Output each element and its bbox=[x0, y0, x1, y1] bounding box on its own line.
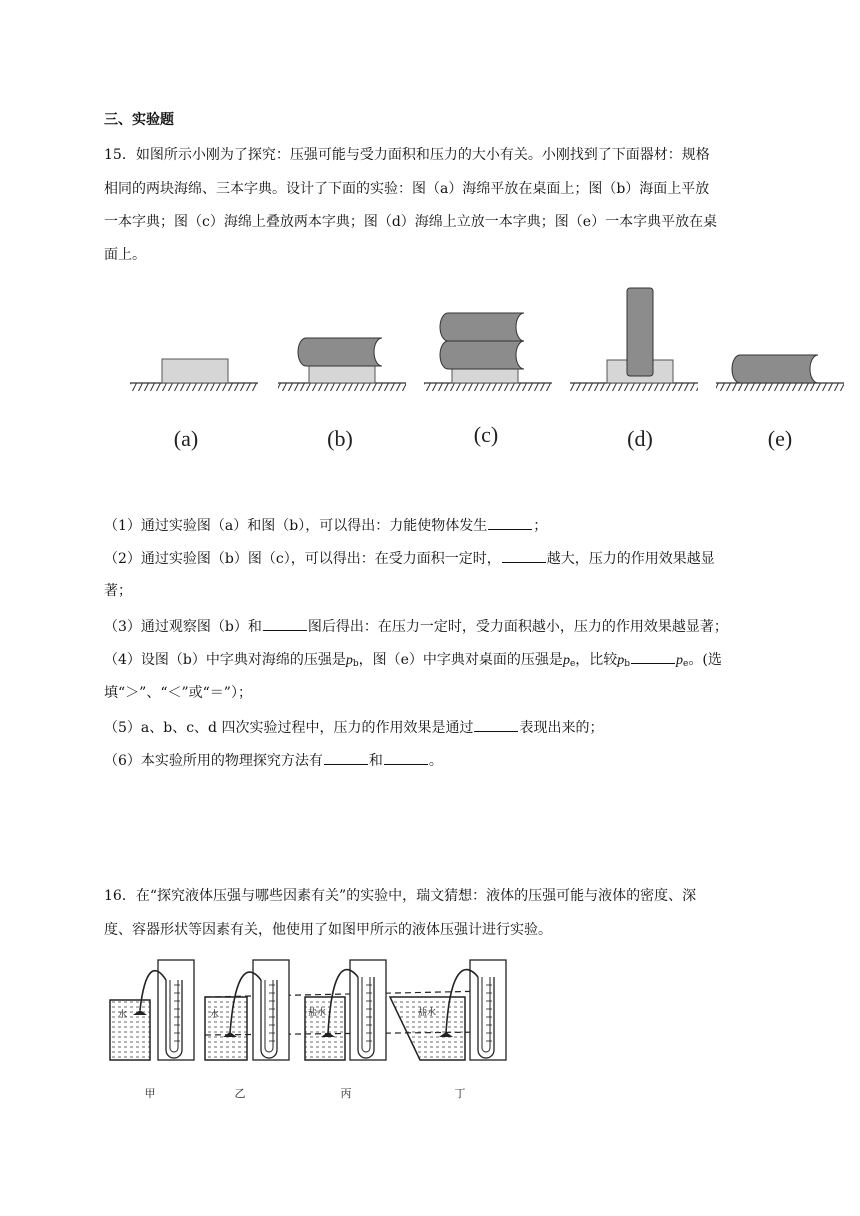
setup-bing bbox=[305, 960, 386, 1060]
dictionary-c-upper bbox=[440, 313, 524, 341]
q15-sub5: （5）a、b、c、d 四次实验过程中，压力的作用效果是通过 表现出来的； bbox=[104, 717, 603, 738]
q15-sub4-cont: 填“＞”、“＜”或“＝”）； bbox=[104, 685, 252, 701]
q15-text-line-2: 相同的两块海绵、三本字典。设计了下面的实验：图（a）海绵平放在桌面上；图（b）海面上平放 bbox=[104, 181, 710, 197]
setup-yi bbox=[205, 960, 289, 1060]
q15-text-line-4: 面上。 bbox=[104, 247, 146, 263]
dictionary-b bbox=[298, 338, 382, 366]
figure-caption-ding: 丁 bbox=[454, 1087, 466, 1100]
figure-a bbox=[130, 359, 258, 391]
q15-sub4: （4）设图（b）中字典对海绵的压强是$p_b$，图（e）中字典对桌面的压强是$p_e$，比较$p_b$ $p_e$。(选 bbox=[104, 649, 722, 674]
sponge-a bbox=[162, 359, 228, 383]
figure-d bbox=[570, 288, 698, 391]
q15-text-line-1: 15．如图所示小刚为了探究：压强可能与受力面积和压力的大小有关。小刚找到了下面器材：规格 bbox=[104, 147, 710, 163]
q16-text-line-2: 度、容器形状等因素有关，他使用了如图甲所示的液体压强计进行实验。 bbox=[104, 922, 552, 938]
liquid-label-bing: 盐水 bbox=[308, 1008, 327, 1018]
figure-caption-a: (a) bbox=[173, 426, 199, 451]
answer-blank[interactable] bbox=[474, 717, 518, 732]
container-ding bbox=[390, 997, 465, 1060]
answer-blank[interactable] bbox=[384, 750, 428, 765]
figure-caption-yi: 乙 bbox=[234, 1087, 246, 1100]
q15-sub6: （6）本实验所用的物理探究方法有 和 。 bbox=[104, 750, 443, 771]
setup-jia bbox=[110, 960, 194, 1060]
q15-sub2-cont: 著； bbox=[104, 583, 132, 599]
figure-caption-jia: 甲 bbox=[144, 1087, 156, 1100]
q16-figure bbox=[100, 955, 520, 1105]
manometer-board-jia bbox=[158, 960, 194, 1060]
figure-caption-c: (c) bbox=[473, 422, 499, 447]
setup-ding bbox=[390, 960, 506, 1060]
q15-text-line-3: 一本字典；图（c）海绵上叠放两本字典；图（d）海绵上立放一本字典；图（e）一本字典平放在桌 bbox=[104, 214, 718, 230]
sponge-c bbox=[452, 369, 518, 383]
q15-sub2: （2）通过实验图（b）图（c），可以得出：在受力面积一定时， 越大，压力的作用效果越显 bbox=[104, 548, 715, 569]
answer-blank[interactable] bbox=[488, 515, 532, 530]
liquid-label-jia: 水 bbox=[118, 1010, 128, 1020]
manometer-board-yi bbox=[253, 960, 289, 1060]
q15-sub3: （3）通过观察图（b）和 图后得出：在压力一定时，受力面积越小，压力的作用效果越显著； bbox=[104, 616, 728, 637]
answer-blank[interactable] bbox=[502, 548, 546, 563]
dictionary-e bbox=[732, 355, 818, 383]
liquid-label-yi: 水 bbox=[210, 1010, 220, 1020]
answer-blank[interactable] bbox=[324, 750, 368, 765]
figure-caption-b: (b) bbox=[327, 426, 353, 451]
q15-figure bbox=[120, 282, 860, 457]
dictionary-c-lower bbox=[440, 341, 524, 369]
answer-blank[interactable] bbox=[263, 616, 307, 631]
section-title: 三、实验题 bbox=[104, 112, 174, 128]
q16-text-line-1: 16．在“探究液体压强与哪些因素有关”的实验中，瑞文猜想：液体的压强可能与液体的密度、深 bbox=[104, 888, 697, 904]
container-yi bbox=[205, 997, 247, 1060]
figure-caption-d: (d) bbox=[627, 426, 653, 451]
figure-caption-e: (e) bbox=[767, 426, 793, 451]
figure-caption-bing: 丙 bbox=[340, 1087, 352, 1100]
q15-sub1: （1）通过实验图（a）和图（b），可以得出：力能使物体发生 ； bbox=[104, 515, 547, 536]
answer-blank[interactable] bbox=[631, 649, 675, 664]
sponge-b bbox=[309, 366, 375, 383]
liquid-label-ding: 盐水 bbox=[418, 1008, 437, 1018]
container-bing bbox=[305, 997, 345, 1060]
container-jia bbox=[110, 1000, 150, 1060]
figure-c bbox=[424, 313, 552, 391]
dictionary-d-standing bbox=[627, 288, 653, 376]
figure-e bbox=[716, 355, 844, 391]
figure-b bbox=[278, 338, 406, 391]
